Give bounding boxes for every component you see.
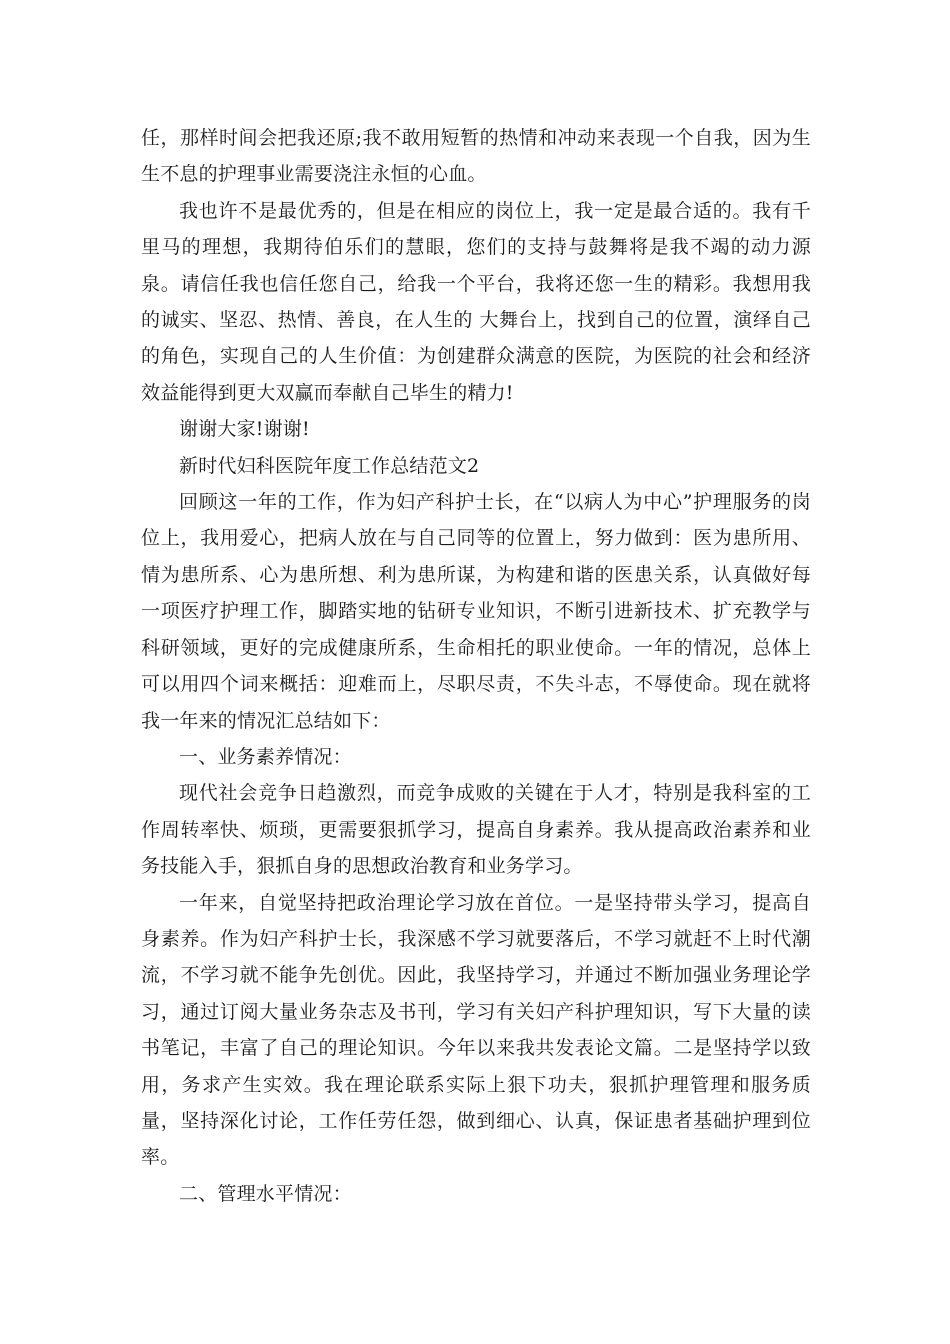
section-title: 新时代妇科医院年度工作总结范文2 [179,454,480,477]
heading-business-quality: 一、业务素养情况： [179,745,352,768]
heading-management-level: 二、管理水平情况： [179,1182,352,1205]
paragraph-8: 一年来，自觉坚持把政治理论学习放在首位。一是坚持带头学习，提高自身素养。作为妇产科护士长，我深感不学习就要落后，不学习就赶不上时代潮流，不学习就不能争先创优。因此，我坚持学习，并通过不断加强业务理论学习，通过订阅大量业务杂志及书刊，学习有关妇产科护理知识，写下大量的读书笔记，丰富了自己的理论知识。今年以来我共发表论文篇。二是坚持学以致用，务求产生实效。我在理论联系实际上狠下功夫，狠抓护理管理和服务质量，坚持深化讨论，工作任劳任怨，做到细心、认真，保证患者基础护理到位率。 [141,891,811,1169]
paragraph-7: 现代社会竞争日趋激烈，而竞争成败的关键在于人才，特别是我科室的工作周转率快、烦琐，更需要狠抓学习，提高自身素养。我从提高政治素养和业务技能入手，狠抓自身的思想政治教育和业务学习。 [141,782,811,878]
paragraph-5: 回顾这一年的工作，作为妇产科护士长，在“以病人为中心”护理服务的岗位上，我用爱心，把病人放在与自己同等的位置上，努力做到：医为患所用、情为患所系、心为患所想、利为患所谋，为构建和谐的医患关系，认真做好每一项医疗护理工作，脚踏实地的钻研专业知识，不断引进新技术、扩充教学与科研领域，更好的完成健康所系，生命相托的职业使命。一年的情况，总体上可以用四个词来概括：迎难而上，尽职尽责，不失斗志，不辱使命。现在就将我一年来的情况汇总结如下： [141,491,811,732]
paragraph-3: 谢谢大家!谢谢! [179,418,310,441]
document-body [141,120,811,1212]
paragraph-2: 我也许不是最优秀的，但是在相应的岗位上，我一定是最合适的。我有千里马的理想，我期待伯乐们的慧眼，您们的支持与鼓舞将是我不竭的动力源泉。请信任我也信任您自己，给我一个平台，我将还您一生的精彩。我想用我的诚实、坚忍、热情、善良，在人生的 大舞台上，找到自己的位置，演绎自己的角色，实现自己的人生价值：为创建群众满意的医院，为医院的社会和经济效益能得到更大双赢而奉献自己毕生的精力! [141,199,811,404]
paragraph-1: 任，那样时间会把我还原;我不敢用短暂的热情和冲动来表现一个自我，因为生生不息的护理事业需要浇注永恒的心血。 [141,127,811,186]
